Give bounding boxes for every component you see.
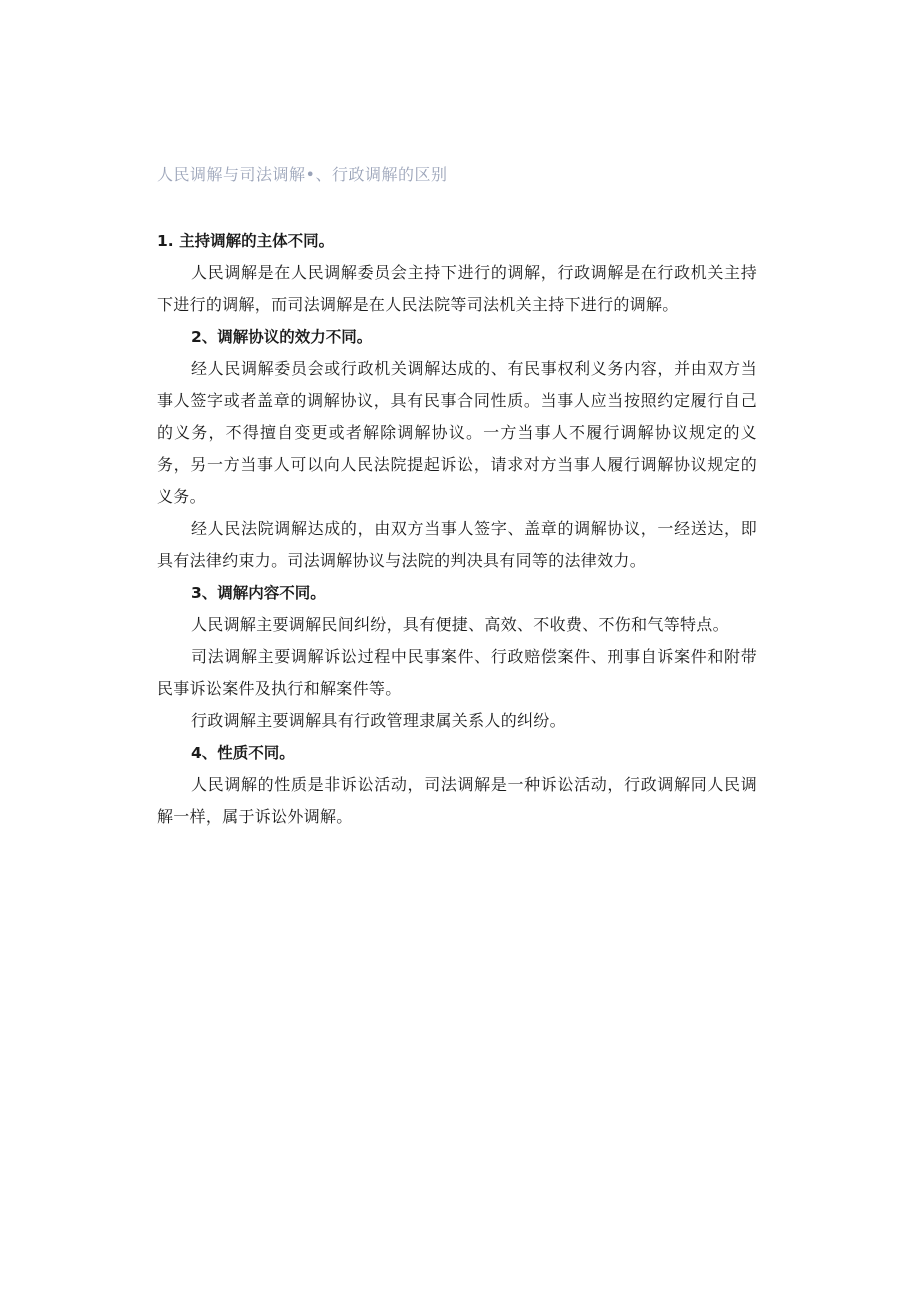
document-title: 人民调解与司法调解•、行政调解的区别 bbox=[157, 165, 448, 184]
section-1 bbox=[157, 225, 757, 321]
section-3 bbox=[157, 577, 757, 737]
section-heading: 4、性质不同。 bbox=[191, 744, 295, 762]
section-paragraph: 司法调解主要调解诉讼过程中民事案件、行政赔偿案件、刑事自诉案件和附带民事诉讼案件及执行和解案件等。 bbox=[157, 647, 757, 698]
section-paragraph: 人民调解的性质是非诉讼活动，司法调解是一种诉讼活动，行政调解同人民调解一样，属于诉讼外调解。 bbox=[157, 775, 757, 826]
section-heading: 1. 主持调解的主体不同。 bbox=[157, 232, 335, 250]
section-paragraph: 经人民法院调解达成的，由双方当事人签字、盖章的调解协议，一经送达，即具有法律约束力。司法调解协议与法院的判决具有同等的法律效力。 bbox=[157, 519, 757, 570]
section-2 bbox=[157, 321, 757, 577]
section-heading: 3、调解内容不同。 bbox=[191, 584, 326, 602]
section-paragraph: 行政调解主要调解具有行政管理隶属关系人的纠纷。 bbox=[191, 711, 566, 730]
section-paragraph: 经人民调解委员会或行政机关调解达成的、有民事权利义务内容，并由双方当事人签字或者盖章的调解协议，具有民事合同性质。当事人应当按照约定履行自己的义务，不得擅自变更或者解除调解协议。一方当事人不履行调解协议规定的义务，另一方当事人可以向人民法院提起诉讼，请求对方当事人履行调解协议规定的义务。 bbox=[157, 359, 757, 506]
section-heading: 2、调解协议的效力不同。 bbox=[191, 328, 373, 346]
section-paragraph: 人民调解主要调解民间纠纷，具有便捷、高效、不收费、不伤和气等特点。 bbox=[191, 615, 729, 634]
section-4 bbox=[157, 737, 757, 833]
section-paragraph: 人民调解是在人民调解委员会主持下进行的调解，行政调解是在行政机关主持下进行的调解，而司法调解是在人民法院等司法机关主持下进行的调解。 bbox=[157, 263, 757, 314]
document-body bbox=[157, 225, 757, 833]
